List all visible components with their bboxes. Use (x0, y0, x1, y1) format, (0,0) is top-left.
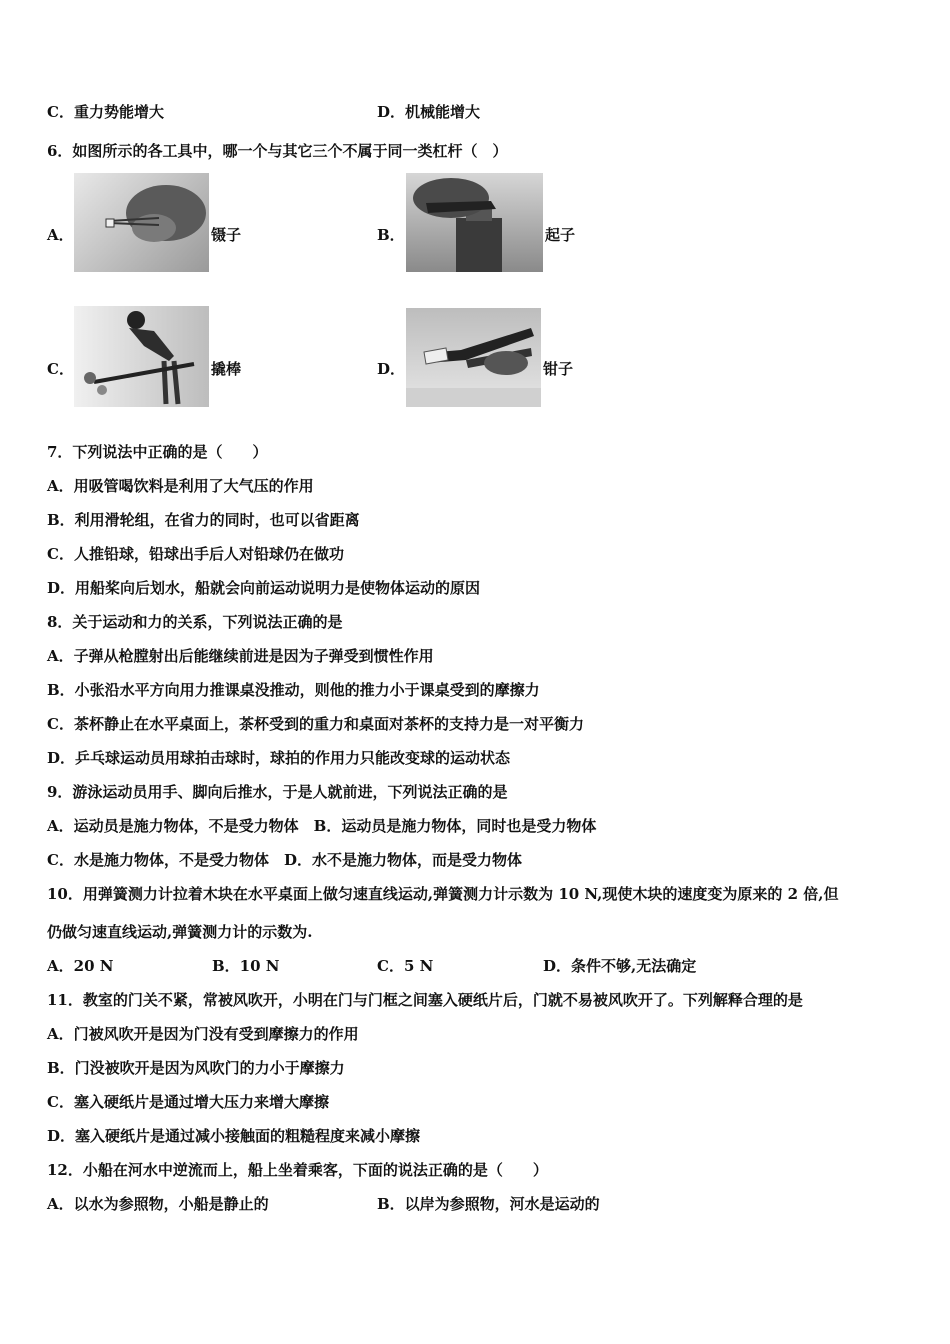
q7-option-b: B．利用滑轮组，在省力的同时，也可以省距离 (47, 511, 360, 529)
q8-option-b: B．小张沿水平方向用力推课桌没推动，则他的推力小于课桌受到的摩擦力 (47, 681, 540, 699)
question-8-stem: 8．关于运动和力的关系，下列说法正确的是 (47, 613, 343, 631)
q6-caption-c: 撬棒 (211, 360, 242, 378)
crowbar-image (74, 306, 209, 407)
q6-letter-b: B． (377, 226, 405, 244)
q9-options-ab: A．运动员是施力物体，不是受力物体 B．运动员是施力物体，同时也是受力物体 (47, 817, 597, 835)
q9-options-cd: C．水是施力物体，不是受力物体 D．水不是施力物体，而是受力物体 (47, 851, 522, 869)
q6-letter-c: C． (47, 360, 74, 378)
question-10-stem-line1: 10．用弹簧测力计拉着木块在水平桌面上做匀速直线运动,弹簧测力计示数为 10 N,现使木块的速度变为原来的 2 倍,但 (47, 885, 839, 903)
q6-caption-a: 镊子 (211, 226, 242, 244)
question-9-stem: 9．游泳运动员用手、脚向后推水，于是人就前进，下列说法正确的是 (47, 783, 508, 801)
q7-option-a: A．用吸管喝饮料是利用了大气压的作用 (47, 477, 314, 495)
q6-letter-d: D． (377, 360, 406, 378)
q8-option-a: A．子弹从枪膛射出后能继续前进是因为子弹受到惯性作用 (47, 647, 434, 665)
q10-option-d: D．条件不够,无法确定 (543, 957, 697, 975)
pliers-image (406, 308, 541, 407)
option-d-q5: D．机械能增大 (377, 103, 481, 121)
q11-option-a: A．门被风吹开是因为门没有受到摩擦力的作用 (47, 1025, 359, 1043)
q10-option-c: C．5 N (377, 957, 434, 975)
q11-option-b: B．门没被吹开是因为风吹门的力小于摩擦力 (47, 1059, 345, 1077)
question-11-stem: 11．教室的门关不紧，常被风吹开，小明在门与门框之间塞入硬纸片后，门就不易被风吹开了。下列解释合理的是 (47, 991, 803, 1009)
q8-option-c: C．茶杯静止在水平桌面上，茶杯受到的重力和桌面对茶杯的支持力是一对平衡力 (47, 715, 584, 733)
q7-option-c: C．人推铅球，铅球出手后人对铅球仍在做功 (47, 545, 344, 563)
q6-caption-d: 钳子 (543, 360, 574, 378)
q8-option-d: D．乒乓球运动员用球拍击球时，球拍的作用力只能改变球的运动状态 (47, 749, 511, 767)
q12-option-a: A．以水为参照物，小船是静止的 (47, 1195, 269, 1213)
q10-option-a: A．20 N (47, 957, 114, 975)
question-10-stem-line2: 仍做匀速直线运动,弹簧测力计的示数为. (47, 923, 313, 941)
q6-letter-a: A． (47, 226, 74, 244)
question-12-stem: 12．小船在河水中逆流而上，船上坐着乘客，下面的说法正确的是（ ） (47, 1161, 548, 1179)
q12-option-b: B．以岸为参照物，河水是运动的 (377, 1195, 600, 1213)
q10-option-b: B．10 N (212, 957, 280, 975)
tweezers-image (74, 173, 209, 272)
q11-option-c: C．塞入硬纸片是通过增大压力来增大摩擦 (47, 1093, 329, 1111)
option-c-q5: C．重力势能增大 (47, 103, 164, 121)
q11-option-d: D．塞入硬纸片是通过减小接触面的粗糙程度来减小摩擦 (47, 1127, 421, 1145)
q7-option-d: D．用船桨向后划水，船就会向前运动说明力是使物体运动的原因 (47, 579, 481, 597)
q6-caption-b: 起子 (545, 226, 576, 244)
question-7-stem: 7．下列说法中正确的是（ ） (47, 443, 268, 461)
bottle-opener-image (406, 173, 543, 272)
question-6-stem: 6．如图所示的各工具中，哪一个与其它三个不属于同一类杠杆（ ） (47, 142, 508, 160)
